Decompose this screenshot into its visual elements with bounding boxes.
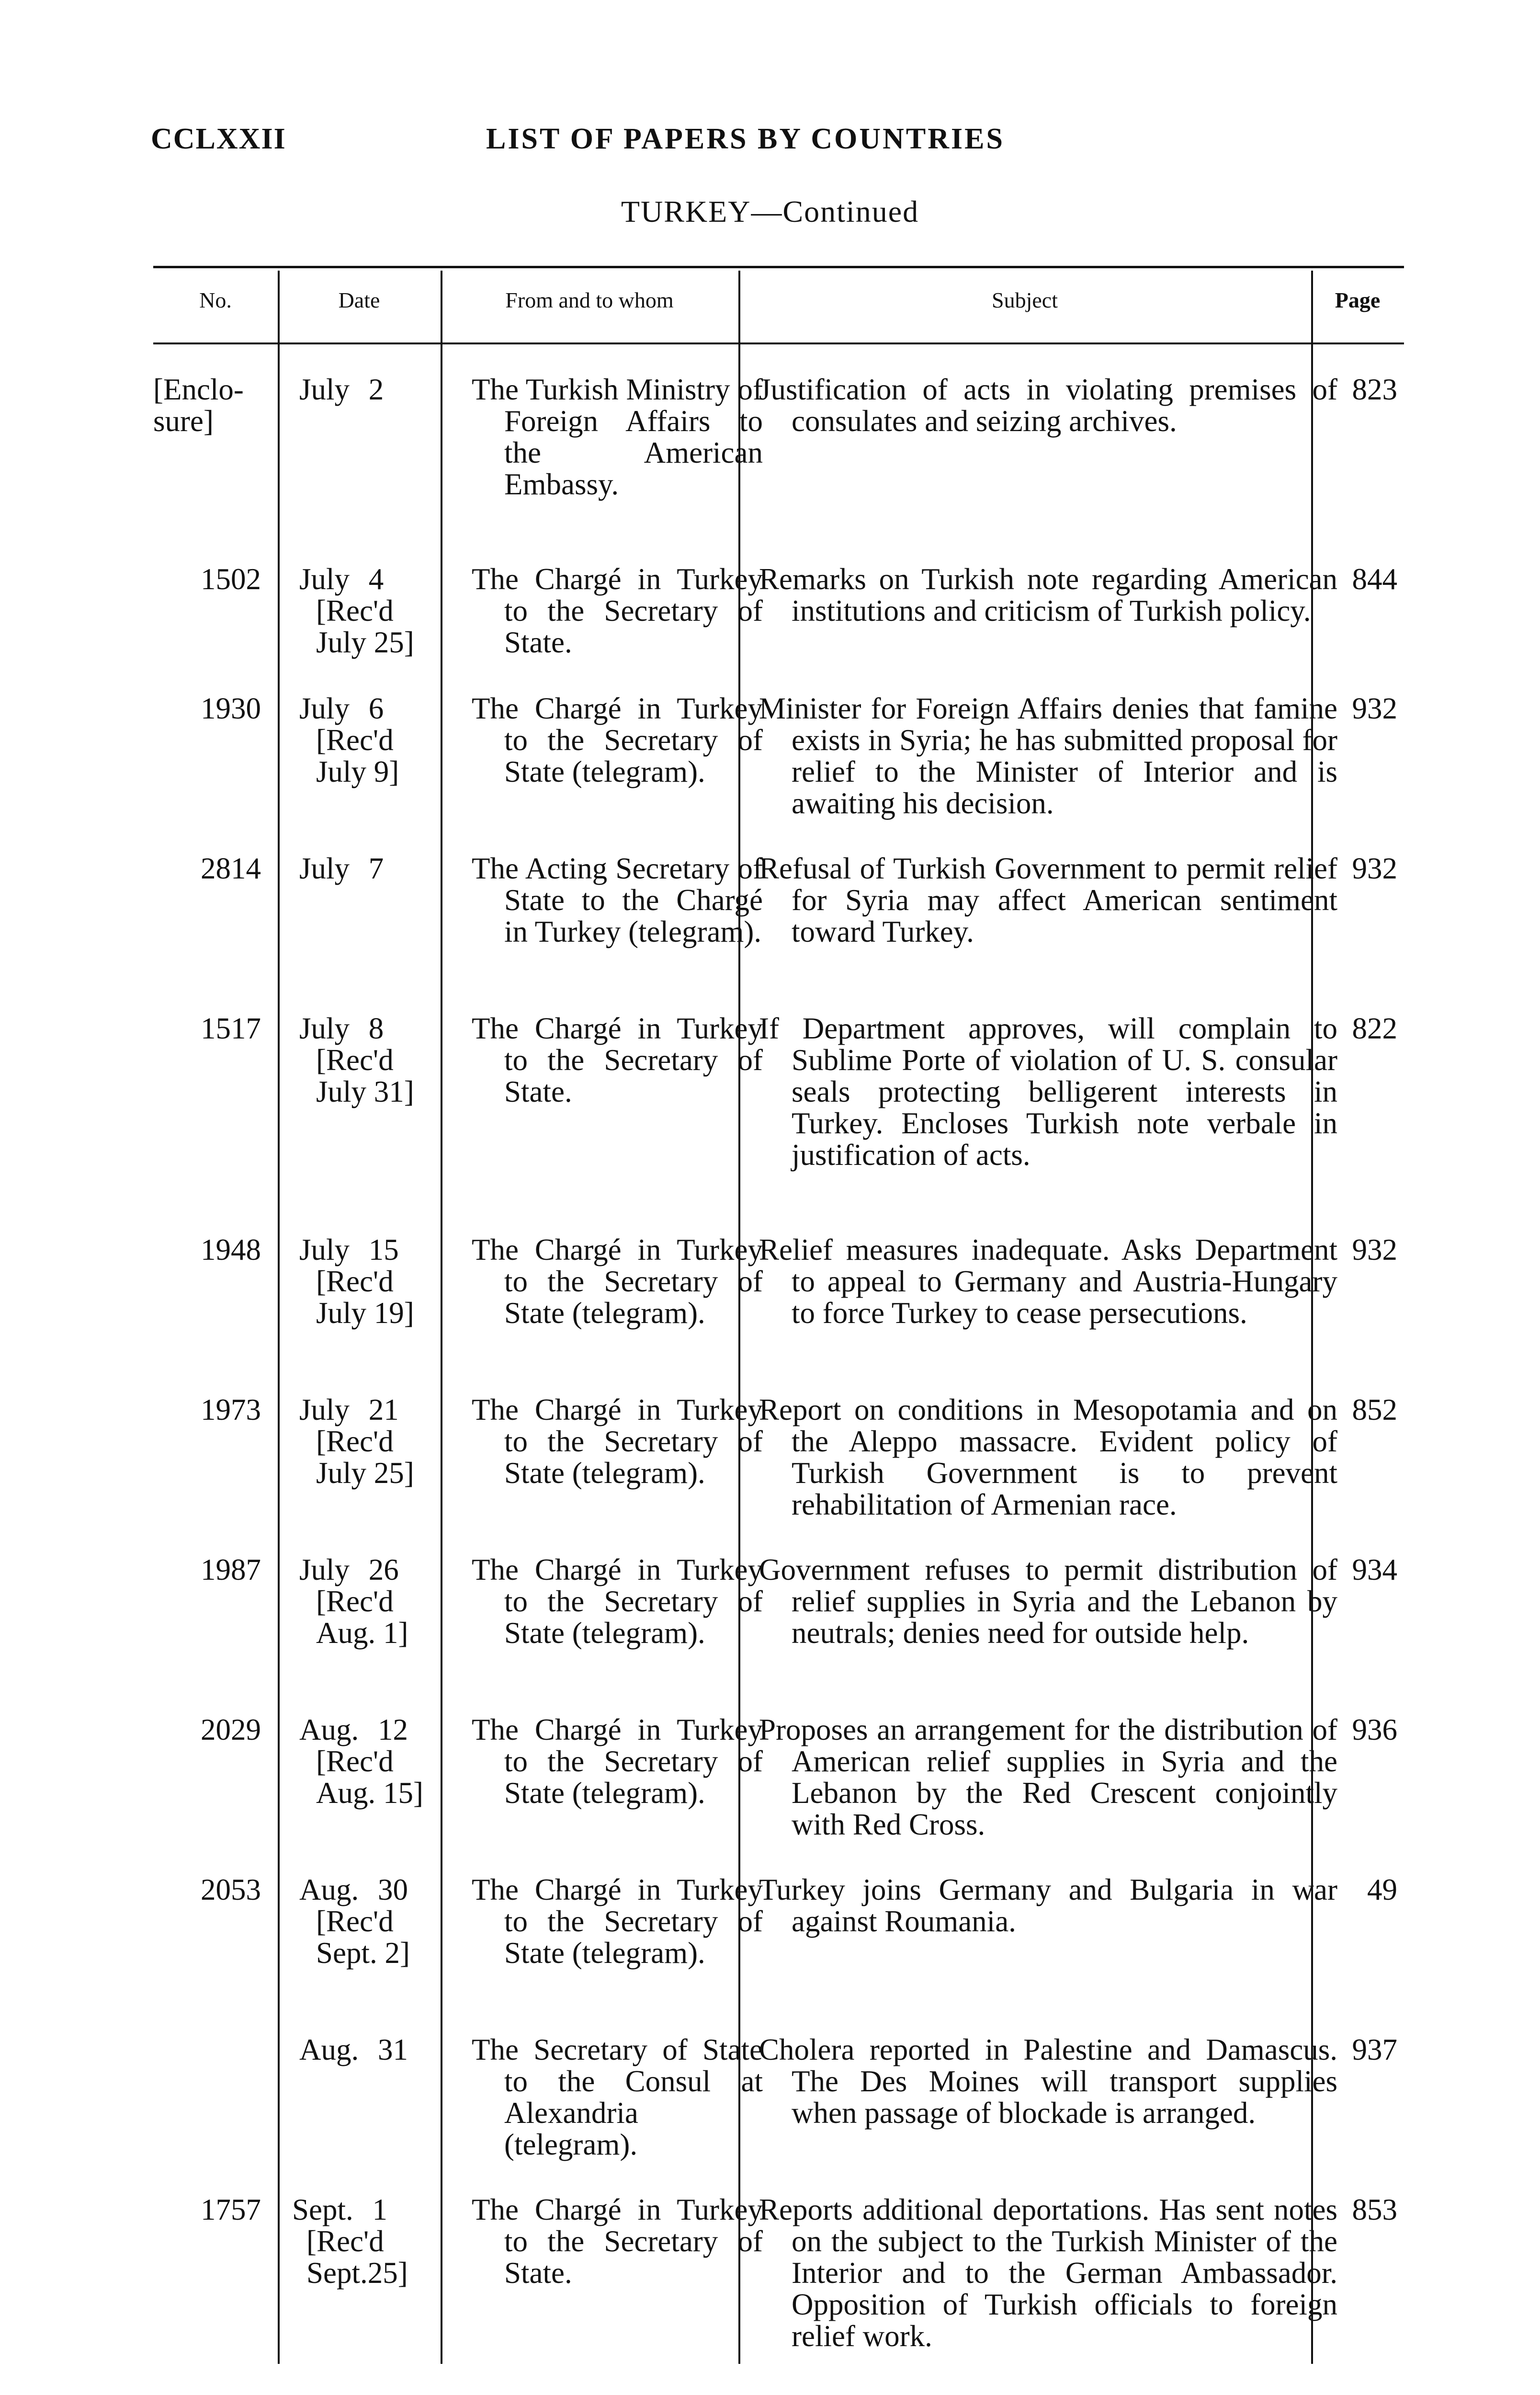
entry-from-to: The Chargé in Turkey to the Secretary of State (telegram). [472, 692, 763, 788]
entry-date-sent: Aug. 31 [299, 2033, 408, 2066]
entry-date-received: [Rec'd July 9] [316, 723, 399, 788]
entry-date [299, 693, 431, 787]
entry-number: 2814 [201, 852, 261, 885]
entry-page: 932 [1352, 852, 1397, 885]
entry-subject: Justification of acts in violating premises of consulates and seizing archives. [759, 373, 1337, 438]
entry-date-received: [Rec'd July 19] [316, 1265, 414, 1330]
entry-date-sent: July 26 [299, 1553, 399, 1586]
table-row [153, 1394, 1404, 1554]
entry-number: 1502 [201, 562, 261, 596]
entry-date [299, 1874, 431, 1969]
column-header-no: No. [199, 288, 232, 312]
entry-from-to: The Chargé in Turkey to the Secretary of State (telegram). [472, 1553, 763, 1650]
column-header-page: Page [1335, 288, 1381, 312]
entry-date-sent: July 15 [299, 1233, 399, 1266]
entry-number: 2029 [201, 1713, 261, 1746]
entry-date-sent: July 7 [299, 852, 384, 885]
entry-page: 936 [1352, 1713, 1397, 1746]
entry-date [299, 563, 431, 658]
table-row [153, 1714, 1404, 1874]
entry-date [299, 1394, 431, 1489]
entry-from-to: The Chargé in Turkey to the Secretary of State (telegram). [472, 1713, 763, 1810]
entry-page: 934 [1352, 1553, 1397, 1586]
entry-number: [Enclo- sure] [153, 373, 244, 438]
entry-number: 1517 [201, 1012, 261, 1045]
table-row [153, 1013, 1404, 1234]
entry-from-to: The Turkish Ministry of Foreign Affairs to the American Embassy. [472, 373, 763, 501]
entry-date-sent: July 4 [299, 562, 384, 596]
entry-subject: Turkey joins Germany and Bulgaria in war against Roumania. [759, 1873, 1337, 1938]
entry-date-sent: July 21 [299, 1393, 399, 1426]
entry-from-to: The Acting Secretary of State to the Chargé in Turkey (telegram). [472, 852, 763, 948]
entry-subject: Report on conditions in Mesopotamia and on the Aleppo massacre. Evident policy of Turkish Government is to prevent rehabilitation of Armenian race. [759, 1393, 1337, 1521]
entry-page: 49 [1367, 1873, 1397, 1906]
page-header [151, 122, 1405, 160]
entry-date-received: [Rec'd Sept. 2] [316, 1905, 410, 1970]
entry-number: 2053 [201, 1873, 261, 1906]
entry-from-to: The Chargé in Turkey to the Secretary of State. [472, 562, 763, 659]
column-header-from-to: From and to whom [505, 288, 674, 312]
entry-date-sent: July 6 [299, 692, 384, 725]
entry-date-received: [Rec'd July 25] [316, 1425, 414, 1490]
entry-page: 822 [1352, 1012, 1397, 1045]
entry-from-to: The Chargé in Turkey to the Secretary of State. [472, 1012, 763, 1108]
entry-subject: Relief measures inadequate. Asks Department to appeal to Germany and Austria-Hungary to force Turkey to cease persecutions. [759, 1233, 1337, 1330]
entry-date [299, 1234, 431, 1329]
entry-subject: If Department approves, will complain to Sublime Porte of violation of U. S. consular seals protecting belligerent interests in Turkey. Encloses Turkish note verbale in justification of acts. [759, 1012, 1337, 1172]
table-row [153, 1554, 1404, 1714]
entry-number: 1930 [201, 692, 261, 725]
entry-date [299, 1013, 431, 1107]
entry-page: 823 [1352, 373, 1397, 406]
entry-date [299, 374, 431, 405]
column-header-date: Date [338, 288, 380, 312]
entry-number: 1987 [201, 1553, 261, 1586]
header-bottom-rule [153, 342, 1404, 344]
entry-subject: Proposes an arrangement for the distribution of American relief supplies in Syria and the Lebanon by the Red Crescent conjointly with Red Cross. [759, 1713, 1337, 1841]
table-row [153, 374, 1404, 563]
entry-date-received: [Rec'd July 31] [316, 1043, 414, 1108]
table-row [153, 1874, 1404, 2034]
papers-table [153, 266, 1404, 2373]
entry-date-sent: Aug. 30 [299, 1873, 408, 1906]
entry-date [299, 2034, 431, 2065]
entry-page: 932 [1352, 1233, 1397, 1266]
table-row [153, 853, 1404, 1013]
table-row [153, 2194, 1404, 2395]
entry-date [299, 853, 431, 884]
entry-date [299, 1554, 431, 1649]
entry-subject: Remarks on Turkish note regarding American institutions and criticism of Turkish policy. [759, 562, 1337, 627]
entry-date-sent: July 2 [299, 373, 384, 406]
entry-page: 937 [1352, 2033, 1397, 2066]
table-row [153, 693, 1404, 853]
entry-from-to: The Chargé in Turkey to the Secretary of State (telegram). [472, 1233, 763, 1330]
table-row [153, 2034, 1404, 2194]
entry-page: 853 [1352, 2193, 1397, 2226]
entry-from-to: The Chargé in Turkey to the Secretary of State (telegram). [472, 1393, 763, 1490]
table-row [153, 563, 1404, 693]
entry-date [292, 2194, 431, 2289]
table-top-rule [153, 266, 1404, 268]
column-header-subject: Subject [992, 288, 1058, 312]
entry-date-sent: Sept. 1 [292, 2193, 388, 2226]
entry-date [299, 1714, 431, 1809]
entry-date-sent: Aug. 12 [299, 1713, 408, 1746]
entry-number: 1757 [201, 2193, 261, 2226]
entry-date-received: [Rec'd Aug. 1] [316, 1585, 408, 1650]
entry-subject: Reports additional deportations. Has sent notes on the subject to the Turkish Minister of the Interior and to the German Ambassador. Opposition of Turkish officials to foreign relief work. [759, 2193, 1337, 2353]
entry-page: 852 [1352, 1393, 1397, 1426]
entry-date-sent: July 8 [299, 1012, 384, 1045]
entry-from-to: The Chargé in Turkey to the Secretary of State (telegram). [472, 1873, 763, 1970]
entry-date-received: [Rec'd Sept.25] [306, 2224, 408, 2290]
running-title: LIST OF PAPERS BY COUNTRIES [486, 123, 1005, 155]
entry-date-received: [Rec'd Aug. 15] [316, 1745, 423, 1810]
entry-number: 1973 [201, 1393, 261, 1426]
section-title: TURKEY—Continued [621, 194, 919, 228]
entry-page: 844 [1352, 562, 1397, 596]
entry-date-received: [Rec'd July 25] [316, 594, 414, 659]
entry-from-to: The Chargé in Turkey to the Secretary of State. [472, 2193, 763, 2290]
entry-from-to: The Secretary of State to the Consul at Alexandria (telegram). [472, 2033, 763, 2161]
table-row [153, 1234, 1404, 1394]
table-body [153, 374, 1404, 2395]
entry-number: 1948 [201, 1233, 261, 1266]
entry-subject: Cholera reported in Palestine and Damascus. The Des Moines will transport supplies when passage of blockade is arranged. [759, 2033, 1337, 2130]
entry-subject: Refusal of Turkish Government to permit relief for Syria may affect American sentiment toward Turkey. [759, 852, 1337, 948]
folio-number: CCLXXII [151, 123, 286, 155]
entry-subject: Government refuses to permit distribution of relief supplies in Syria and the Lebanon by neutrals; denies need for outside help. [759, 1553, 1337, 1650]
entry-page: 932 [1352, 692, 1397, 725]
entry-subject: Minister for Foreign Affairs denies that famine exists in Syria; he has submitted proposal for relief to the Minister of Interior and is awaiting his decision. [759, 692, 1337, 820]
